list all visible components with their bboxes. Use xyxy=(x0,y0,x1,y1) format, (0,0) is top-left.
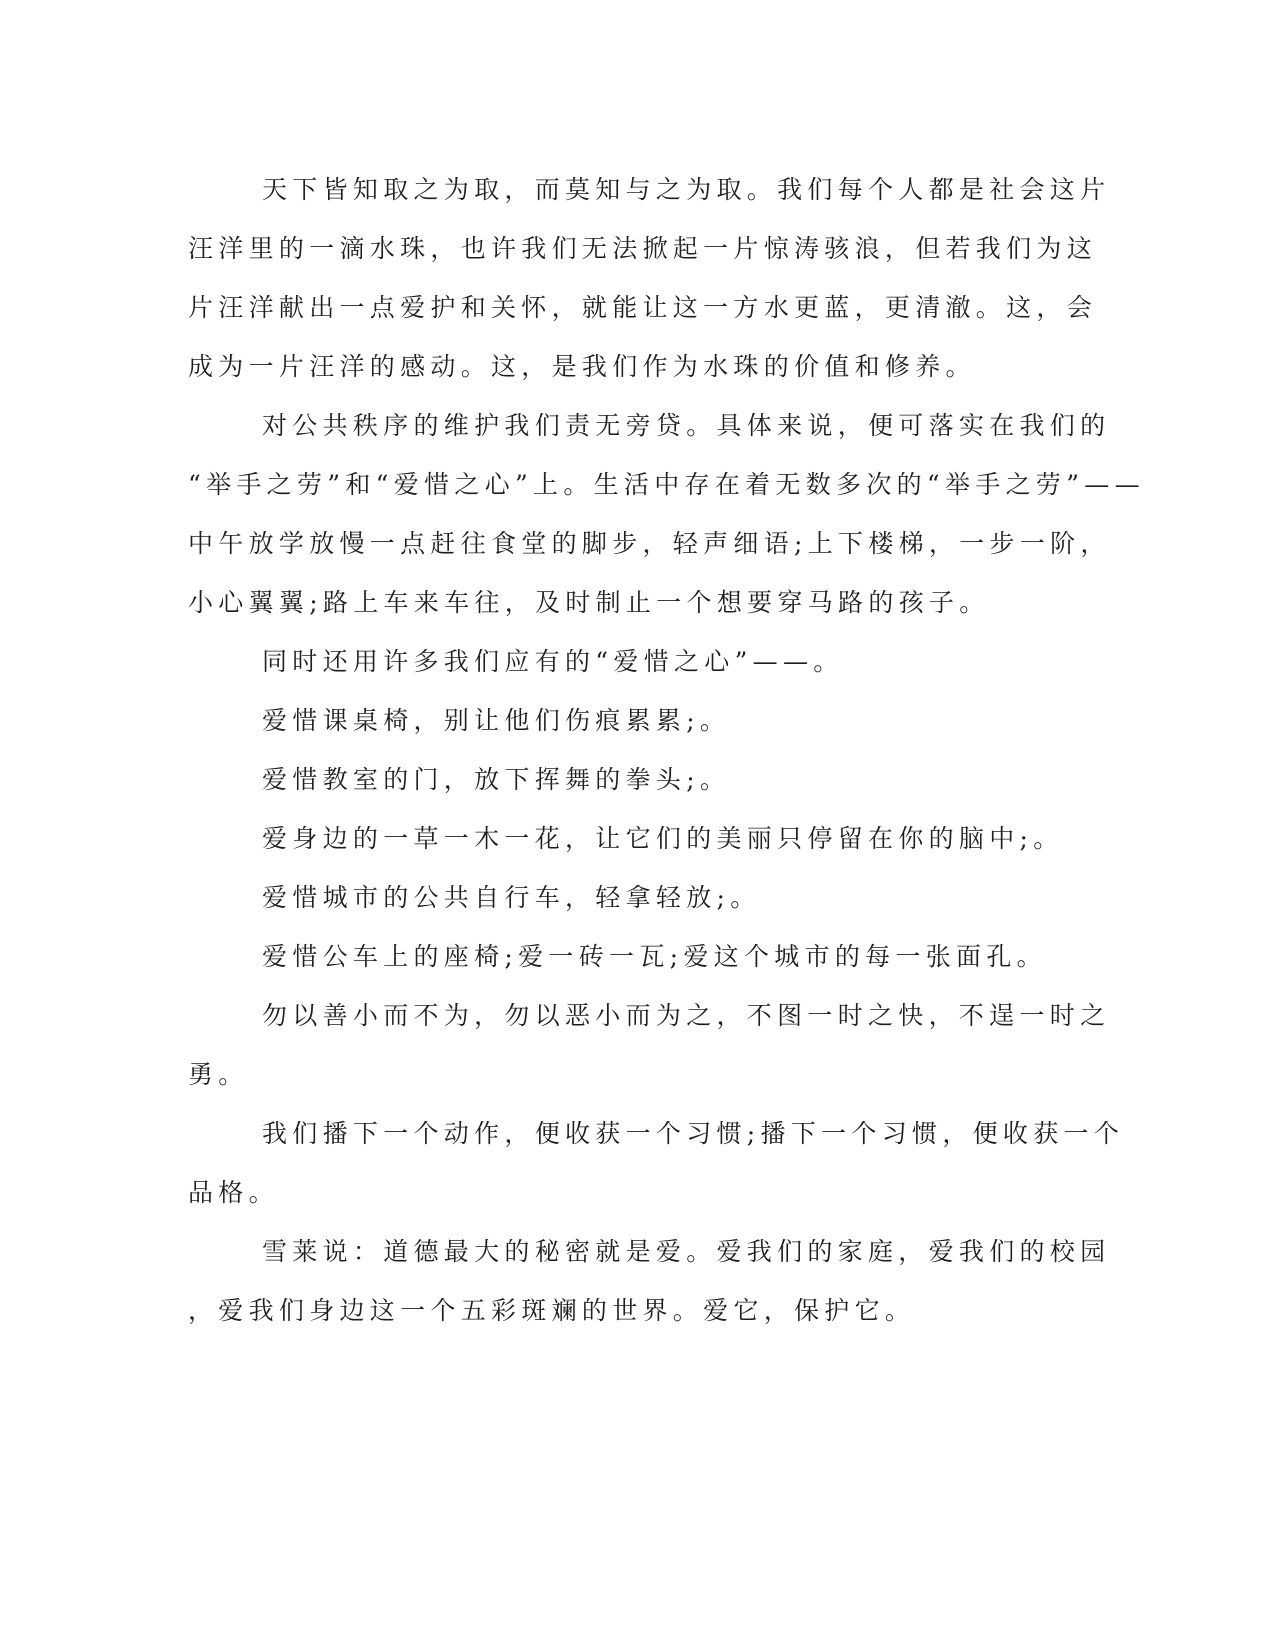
text-line: 小心翼翼;路上车来车往，及时制止一个想要穿马路的孩子。 xyxy=(188,588,990,617)
text-line: 勿以善小而不为，勿以恶小而为之，不图一时之快，不逞一时之 xyxy=(262,1001,1111,1030)
text-line: 片汪洋献出一点爱护和关怀，就能让这一方水更蓝，更清澈。这，会 xyxy=(188,293,1098,322)
text-line: ，爱我们身边这一个五彩斑斓的世界。爱它，保护它。 xyxy=(188,1296,916,1325)
text-line: “举手之劳”和“爱惜之心”上。生活中存在着无数多次的“举手之劳”—— xyxy=(188,470,1145,499)
text-line: 爱惜城市的公共自行车，轻拿轻放;。 xyxy=(262,883,761,912)
text-line: 对公共秩序的维护我们责无旁贷。具体来说，便可落实在我们的 xyxy=(262,411,1111,440)
text-line: 汪洋里的一滴水珠，也许我们无法掀起一片惊涛骇浪，但若我们为这 xyxy=(188,234,1098,263)
text-line: 中午放学放慢一点赶往食堂的脚步，轻声细语;上下楼梯，一步一阶， xyxy=(188,529,1111,558)
text-line: 爱惜公车上的座椅;爱一砖一瓦;爱这个城市的每一张面孔。 xyxy=(262,942,1047,971)
text-line: 同时还用许多我们应有的“爱惜之心”——。 xyxy=(262,647,844,676)
text-line: 品格。 xyxy=(188,1178,279,1207)
text-line: 成为一片汪洋的感动。这，是我们作为水珠的价值和修养。 xyxy=(188,352,976,381)
text-line: 雪莱说：道德最大的秘密就是爱。爱我们的家庭，爱我们的校园 xyxy=(262,1237,1111,1266)
text-line: 我们播下一个动作，便收获一个习惯;播下一个习惯，便收获一个 xyxy=(262,1119,1125,1148)
text-line: 天下皆知取之为取，而莫知与之为取。我们每个人都是社会这片 xyxy=(262,175,1111,204)
text-line: 爱身边的一草一木一花，让它们的美丽只停留在你的脑中;。 xyxy=(262,824,1064,853)
text-line: 勇。 xyxy=(188,1060,249,1089)
text-line: 爱惜课桌椅，别让他们伤痕累累;。 xyxy=(262,706,731,735)
text-line: 爱惜教室的门，放下挥舞的拳头;。 xyxy=(262,765,731,794)
